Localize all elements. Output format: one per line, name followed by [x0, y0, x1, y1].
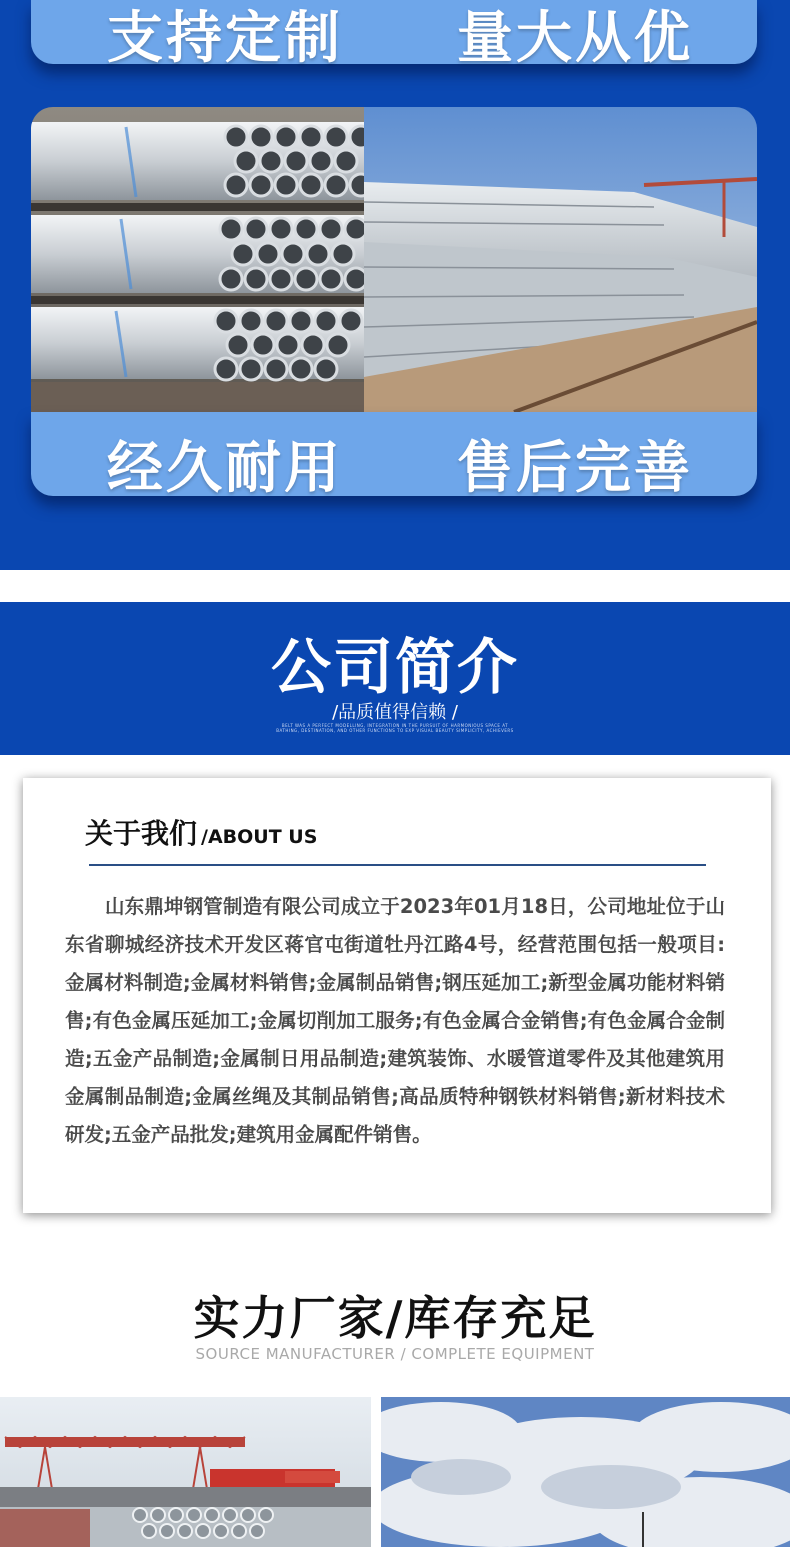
strength-subtitle: SOURCE MANUFACTURER / COMPLETE EQUIPMENT — [195, 1345, 595, 1363]
feature-banner-bottom — [31, 412, 757, 501]
pipe-yard-photo-right — [364, 107, 757, 412]
about-body-text: 山东鼎坤钢管制造有限公司成立于2023年01月18日，公司地址位于山东省聊城经济技术开发区蒋官屯街道牡丹江路4号，经营范围包括一般项目:金属材料制造;金属材料销售;金属制品销售;钢压延加工;新型金属功能材料销售;有色金属压延加工;金属切削加工服务;有色金属合金销售;有色金属合金制造;五金产品制造;金属制日用品制造;建筑装饰、水暖管道零件及其他建筑用金属制品制造;金属丝绳及其制品销售;高品质特种钢铁材料销售;新材料技术研发;五金产品批发;建筑用金属配件销售。 — [65, 895, 725, 1146]
feature-after-sales: 售后完善 — [457, 436, 693, 501]
intro-title: 公司简介 — [271, 633, 519, 703]
factory-crane-photo — [0, 1397, 371, 1547]
pipe-photos — [31, 107, 757, 412]
feature-customization: 支持定制 — [107, 6, 343, 71]
about-heading-en: /ABOUT US — [201, 826, 318, 848]
about-heading-cn: 关于我们 — [85, 817, 198, 850]
about-us-card — [23, 778, 771, 1213]
company-intro-header — [0, 602, 790, 755]
pipe-stack-photo-left — [31, 107, 364, 412]
strength-title: 实力厂家/库存充足 — [193, 1291, 597, 1345]
feature-bulk-discount: 量大从优 — [457, 6, 693, 71]
feature-banner-top — [31, 0, 757, 71]
features-section — [0, 0, 790, 570]
about-divider — [89, 864, 706, 866]
sky-clouds-photo — [381, 1397, 790, 1547]
feature-durable: 经久耐用 — [107, 436, 343, 501]
intro-tagline: BELT WAS A PERFECT MODELLING, INTEGRATION IN THE PURSUIT OF HARMONIOUS SPACE AT BATHING, DESTINATION, AND OTHER FUNCTIONS TO EXP VISUAL BEAUTY SIMPLICITY, ACHIEVERS — [276, 723, 514, 733]
about-heading — [85, 812, 317, 852]
intro-subtitle: /品质值得信赖 / — [332, 702, 458, 723]
